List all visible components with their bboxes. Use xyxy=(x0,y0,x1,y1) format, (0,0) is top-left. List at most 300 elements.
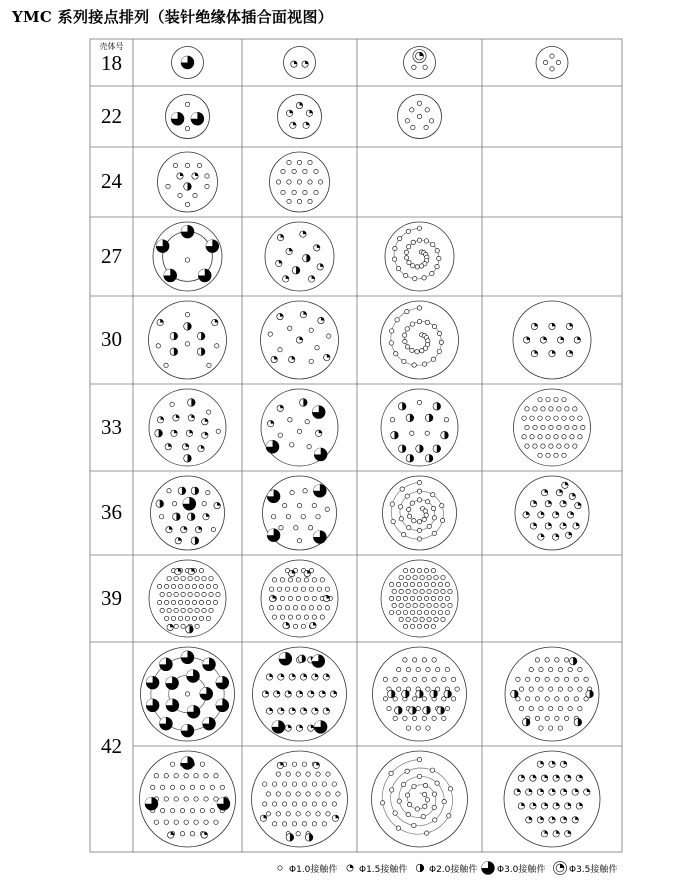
pin-1_0 xyxy=(305,420,309,424)
pin-1_0 xyxy=(424,239,428,243)
pin-1_0 xyxy=(535,697,539,701)
pin-1_0 xyxy=(548,726,552,730)
pin-1_0 xyxy=(421,814,425,818)
pin-1_0 xyxy=(170,762,174,766)
pin-1_0 xyxy=(403,716,407,720)
pin-1_0 xyxy=(425,500,429,504)
pin-2_0 xyxy=(430,690,438,698)
pin-1_0 xyxy=(392,257,396,261)
pin-1_0 xyxy=(546,416,550,420)
pin-1_0 xyxy=(281,190,285,194)
insert-face-18-2 xyxy=(284,47,316,79)
pin-1_0 xyxy=(538,453,542,457)
pin-2_0 xyxy=(156,500,164,508)
pin-1_0 xyxy=(422,517,426,521)
pin-1_0 xyxy=(297,160,301,164)
pin-1_0 xyxy=(417,568,421,572)
insert-face-42-3 xyxy=(373,647,467,741)
pin-1_0 xyxy=(417,306,421,310)
pin-1_0 xyxy=(281,169,285,173)
pin-1_0 xyxy=(440,518,444,522)
pin-1_0 xyxy=(406,245,410,249)
pin-1_0 xyxy=(522,416,526,420)
shell-size-label: 27 xyxy=(101,243,122,268)
pin-1_0 xyxy=(272,615,276,619)
pin-1_0 xyxy=(555,677,559,681)
pin-1_0 xyxy=(412,519,416,523)
pin-1_0 xyxy=(390,418,394,422)
pin-1_0 xyxy=(190,808,194,812)
pin-1_0 xyxy=(325,606,329,610)
pin-1_0 xyxy=(406,812,410,816)
pin-3_0 xyxy=(166,677,179,690)
insert-face-39-3 xyxy=(381,560,458,637)
pin-1_0 xyxy=(403,582,407,586)
pin-1_0 xyxy=(396,266,400,270)
pin-1_0 xyxy=(403,596,407,600)
pin-1_5 xyxy=(302,61,308,67)
pin-1_5 xyxy=(526,817,532,823)
shell-size-label: 24 xyxy=(101,169,122,193)
pin-1_0 xyxy=(292,822,296,826)
pin-1_5 xyxy=(168,832,174,838)
pin-1_5 xyxy=(286,110,292,116)
pin-1_0 xyxy=(546,435,550,439)
pin-1_0 xyxy=(181,624,185,628)
pin-1_0 xyxy=(430,768,434,772)
pin-1_5 xyxy=(201,832,207,838)
pin-1_0 xyxy=(389,771,393,775)
pin-1_0 xyxy=(570,435,574,439)
insert-face-36-3 xyxy=(383,476,457,550)
pin-1_0 xyxy=(412,823,416,827)
pin-1_0 xyxy=(545,716,549,720)
pin-1_0 xyxy=(277,606,281,610)
pin-1_0 xyxy=(290,490,294,494)
pin-1_0 xyxy=(425,320,429,324)
pin-1_0 xyxy=(180,808,184,812)
pin-1_0 xyxy=(432,531,436,535)
pin-1_0 xyxy=(519,687,523,691)
pin-1_0 xyxy=(173,163,177,167)
pin-1_0 xyxy=(263,802,267,806)
pin-1_0 xyxy=(584,677,588,681)
pin-1_5 xyxy=(277,405,283,411)
pin-1_0 xyxy=(195,624,199,628)
pin-1_0 xyxy=(185,126,189,130)
pin-1_0 xyxy=(286,812,290,816)
pin-1_0 xyxy=(278,433,282,437)
pin-1_5 xyxy=(296,337,302,343)
pin-1_0 xyxy=(164,616,168,620)
pin-1_0 xyxy=(529,687,533,691)
pin-1_5 xyxy=(541,831,547,837)
pin-1_5 xyxy=(566,350,572,356)
pin-1_0 xyxy=(417,610,421,614)
pin-1_0 xyxy=(314,169,318,173)
pin-1_0 xyxy=(401,533,405,537)
pin-1_0 xyxy=(282,822,286,826)
pin-1_0 xyxy=(395,318,399,322)
pin-1_5 xyxy=(195,526,201,532)
pin-1_0 xyxy=(568,687,572,691)
pin-1_0 xyxy=(204,774,208,778)
pin-1_5 xyxy=(569,493,575,499)
pin-1_0 xyxy=(389,596,393,600)
pin-1_0 xyxy=(199,568,203,572)
pin-3_0 xyxy=(156,240,169,253)
pin-1_0 xyxy=(164,584,168,588)
pin-1_0 xyxy=(320,615,324,619)
pin-1_0 xyxy=(424,125,428,129)
pin-1_0 xyxy=(541,444,545,448)
pin-1_0 xyxy=(185,202,189,206)
pin-1_0 xyxy=(445,596,449,600)
pin-1_5 xyxy=(303,122,309,128)
pin-1_0 xyxy=(200,785,204,789)
pin-3_0 xyxy=(266,440,279,453)
pin-1_0 xyxy=(199,600,203,604)
pin-1_0 xyxy=(287,199,291,203)
pin-3_0 xyxy=(217,797,230,810)
pin-3_0 xyxy=(160,717,173,730)
pin-2_0 xyxy=(184,183,192,191)
pin-1_5 xyxy=(540,337,546,343)
pin-1_0 xyxy=(441,603,445,607)
pin-1_5 xyxy=(266,674,272,680)
pin-1_5 xyxy=(202,432,208,438)
pin-1_0 xyxy=(206,600,210,604)
pin-1_0 xyxy=(160,785,164,789)
pin-1_0 xyxy=(554,453,558,457)
pin-1_0 xyxy=(417,520,421,524)
pin-1_0 xyxy=(204,820,208,824)
legend-symbol-icon xyxy=(552,860,568,876)
pin-1_0 xyxy=(438,610,442,614)
pin-1_0 xyxy=(178,600,182,604)
pin-1_5 xyxy=(290,122,296,128)
pin-1_0 xyxy=(413,589,417,593)
pin-1_0 xyxy=(525,425,529,429)
insert-face-27-1 xyxy=(153,222,222,291)
pin-3_0 xyxy=(313,484,326,497)
pin-1_5 xyxy=(565,532,571,538)
pin-1_0 xyxy=(322,802,326,806)
pin-1_0 xyxy=(213,600,217,604)
pin-1_0 xyxy=(309,587,313,591)
insert-face-39-2 xyxy=(261,560,338,637)
pin-1_0 xyxy=(410,348,414,352)
pin-1_0 xyxy=(200,762,204,766)
pin-1_0 xyxy=(174,608,178,612)
pin-1_0 xyxy=(416,667,420,671)
pin-1_0 xyxy=(214,797,218,801)
pin-1_5 xyxy=(323,708,329,714)
pin-3_5 xyxy=(413,50,426,63)
legend xyxy=(0,857,700,881)
pin-2_0 xyxy=(511,690,519,698)
pin-1_5 xyxy=(566,323,572,329)
pin-1_0 xyxy=(424,624,428,628)
pin-1_0 xyxy=(558,706,562,710)
legend-symbol-icon xyxy=(342,860,358,876)
pin-1_5 xyxy=(300,311,306,317)
pin-1_5 xyxy=(526,789,532,795)
pin-1_0 xyxy=(206,616,210,620)
pin-1_5 xyxy=(313,762,319,768)
insulator-outline xyxy=(381,301,459,379)
pin-3_0 xyxy=(145,797,158,810)
pin-1_0 xyxy=(178,584,182,588)
pin-1_0 xyxy=(404,256,408,260)
pin-1_5 xyxy=(202,419,208,425)
pin-1_0 xyxy=(192,600,196,604)
pin-1_0 xyxy=(393,811,397,815)
pin-1_0 xyxy=(403,339,407,343)
pin-1_0 xyxy=(545,658,549,662)
insert-face-33-3 xyxy=(381,389,458,466)
pin-1_0 xyxy=(422,276,426,280)
pin-1_5 xyxy=(332,815,338,821)
pin-1_0 xyxy=(413,575,417,579)
pin-2_0 xyxy=(188,399,196,407)
pin-1_0 xyxy=(557,407,561,411)
pin-1_5 xyxy=(283,276,289,282)
pin-1_0 xyxy=(202,592,206,596)
shell-size-label: 30 xyxy=(101,327,122,351)
pin-1_0 xyxy=(400,487,404,491)
pin-1_5 xyxy=(323,674,329,680)
pin-1_0 xyxy=(564,697,568,701)
pin-1_0 xyxy=(292,762,296,766)
pin-1_0 xyxy=(417,498,421,502)
pin-1_5 xyxy=(330,691,336,697)
insert-face-39-1 xyxy=(149,560,226,637)
pin-1_0 xyxy=(304,615,308,619)
pin-1_0 xyxy=(202,608,206,612)
insert-face-22-1 xyxy=(166,95,210,139)
pin-1_5 xyxy=(553,803,559,809)
pin-2_0 xyxy=(191,537,199,545)
pin-2_0 xyxy=(416,864,424,872)
pin-1_0 xyxy=(181,608,185,612)
pin-1_0 xyxy=(282,802,286,806)
pin-1_0 xyxy=(272,578,276,582)
pin-1_0 xyxy=(404,273,408,277)
pin-1_0 xyxy=(425,431,429,435)
pin-1_5 xyxy=(188,415,194,421)
pin-1_0 xyxy=(266,812,270,816)
pin-1_5 xyxy=(541,775,547,781)
pin-1_0 xyxy=(442,799,446,803)
pin-1_0 xyxy=(184,774,188,778)
pin-1_0 xyxy=(301,515,305,519)
pin-1_5 xyxy=(565,775,571,781)
shell-size-label: 42 xyxy=(101,734,122,758)
pin-1_0 xyxy=(174,592,178,596)
pin-3_0 xyxy=(146,676,159,689)
pin-1_5 xyxy=(560,501,566,507)
pin-1_0 xyxy=(538,416,542,420)
pin-1_0 xyxy=(399,517,403,521)
pin-1_0 xyxy=(325,507,329,511)
pin-1_0 xyxy=(416,726,420,730)
pin-1_0 xyxy=(422,658,426,662)
pin-1_0 xyxy=(423,509,427,513)
pin-2_0 xyxy=(303,254,311,262)
pin-1_5 xyxy=(530,523,536,529)
pin-1_0 xyxy=(306,792,310,796)
pin-1_0 xyxy=(417,774,421,778)
page-title: YMC 系列接点排列（装针绝缘体插合面视图） xyxy=(12,8,334,26)
pin-1_0 xyxy=(160,608,164,612)
pin-1_0 xyxy=(425,798,429,802)
pin-1_0 xyxy=(294,526,298,530)
pin-1_0 xyxy=(297,503,301,507)
pin-1_0 xyxy=(185,312,189,316)
pin-1_0 xyxy=(192,584,196,588)
pin-1_0 xyxy=(420,589,424,593)
pin-1_0 xyxy=(185,600,189,604)
pin-1_5 xyxy=(530,803,536,809)
pin-1_0 xyxy=(406,667,410,671)
pin-1_5 xyxy=(545,501,551,507)
pin-2_0 xyxy=(425,414,433,422)
pin-1_0 xyxy=(411,125,415,129)
pin-1_0 xyxy=(413,617,417,621)
pin-1_0 xyxy=(214,774,218,778)
pin-3_0 xyxy=(181,757,194,770)
pin-2_0 xyxy=(388,690,396,698)
pin-1_0 xyxy=(396,826,400,830)
pin-1_5 xyxy=(557,337,563,343)
pin-1_5 xyxy=(545,523,551,529)
pin-1_0 xyxy=(392,603,396,607)
pin-1_0 xyxy=(440,504,444,508)
pin-1_0 xyxy=(209,576,213,580)
pin-1_5 xyxy=(541,489,547,495)
pin-1_5 xyxy=(556,489,562,495)
pin-1_0 xyxy=(272,822,276,826)
pin-2_0 xyxy=(170,348,178,356)
pin-1_0 xyxy=(424,596,428,600)
pin-1_5 xyxy=(576,775,582,781)
insert-face-33-4 xyxy=(514,389,591,466)
legend-label: Φ3.5接触件 xyxy=(569,864,618,875)
legend-item-3_0 xyxy=(480,857,545,879)
pin-1_0 xyxy=(202,576,206,580)
pin-1_5 xyxy=(537,817,543,823)
pin-1_0 xyxy=(325,587,329,591)
pin-1_0 xyxy=(312,782,316,786)
pin-2_0 xyxy=(305,834,313,842)
legend-symbol-icon xyxy=(272,860,288,876)
pin-1_0 xyxy=(427,524,431,528)
pin-1_5 xyxy=(278,674,284,680)
pin-1_0 xyxy=(403,658,407,662)
pin-1_0 xyxy=(437,256,441,260)
pin-1_0 xyxy=(210,808,214,812)
pin-1_0 xyxy=(417,480,421,484)
pin-1_0 xyxy=(170,785,174,789)
insert-face-42-1 xyxy=(141,647,235,741)
pin-1_0 xyxy=(157,584,161,588)
pin-1_0 xyxy=(417,624,421,628)
pin-3_0 xyxy=(267,529,280,542)
pin-1_0 xyxy=(539,726,543,730)
pin-1_0 xyxy=(403,677,407,681)
pin-1_0 xyxy=(431,582,435,586)
pin-1_0 xyxy=(278,866,282,870)
pin-1_0 xyxy=(280,596,284,600)
pin-1_0 xyxy=(545,697,549,701)
pin-1_5 xyxy=(177,173,183,179)
pin-2_0 xyxy=(569,657,577,665)
pin-1_0 xyxy=(316,515,320,519)
pin-1_0 xyxy=(422,362,426,366)
pin-1_0 xyxy=(562,416,566,420)
pin-1_0 xyxy=(573,407,577,411)
pin-1_0 xyxy=(290,443,294,447)
pin-1_0 xyxy=(420,617,424,621)
pin-1_0 xyxy=(174,774,178,778)
pin-1_0 xyxy=(393,677,397,681)
pin-1_0 xyxy=(211,527,215,531)
pin-1_0 xyxy=(406,229,410,233)
pin-1_0 xyxy=(188,592,192,596)
pin-1_0 xyxy=(272,802,276,806)
pin-1_5 xyxy=(186,430,192,436)
pin-1_5 xyxy=(173,415,179,421)
pin-1_0 xyxy=(263,782,267,786)
pin-1_5 xyxy=(166,526,172,532)
pin-1_0 xyxy=(285,606,289,610)
pin-1_0 xyxy=(403,610,407,614)
shell-header-label: 壳体号 xyxy=(99,42,124,51)
pin-1_5 xyxy=(188,568,194,574)
shell-size-label: 39 xyxy=(101,585,122,610)
pin-1_0 xyxy=(417,757,421,761)
pin-1_0 xyxy=(417,226,421,230)
pin-1_5 xyxy=(312,708,318,714)
pin-2_0 xyxy=(298,655,306,663)
pin-1_0 xyxy=(406,617,410,621)
pin-1_0 xyxy=(522,435,526,439)
pin-1_0 xyxy=(160,808,164,812)
pin-1_5 xyxy=(289,356,295,362)
pin-1_0 xyxy=(312,802,316,806)
insert-face-18-3 xyxy=(404,47,436,79)
pin-1_0 xyxy=(541,425,545,429)
pin-1_5 xyxy=(167,624,173,630)
pin-1_0 xyxy=(573,444,577,448)
pin-1_5 xyxy=(572,789,578,795)
pin-1_0 xyxy=(205,174,209,178)
pin-1_0 xyxy=(568,706,572,710)
pin-1_5 xyxy=(269,595,275,601)
pin-1_0 xyxy=(171,584,175,588)
pin-1_0 xyxy=(423,65,427,69)
pin-2_0 xyxy=(197,348,205,356)
pin-1_0 xyxy=(412,658,416,662)
legend-item-2_0 xyxy=(412,857,477,879)
pin-1_5 xyxy=(549,350,555,356)
pin-1_0 xyxy=(427,617,431,621)
pin-1_0 xyxy=(180,785,184,789)
pin-1_5 xyxy=(530,775,536,781)
pin-1_0 xyxy=(429,119,433,123)
pin-1_0 xyxy=(297,180,301,184)
